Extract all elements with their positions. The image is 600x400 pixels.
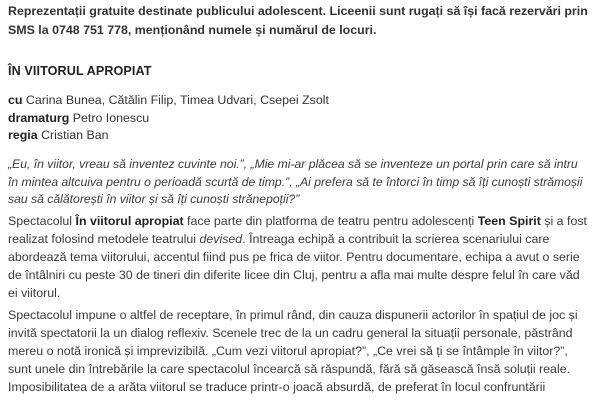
direction-name: Cristian Ban bbox=[41, 128, 109, 142]
text-segment: și a fost realizat folosind metodele teatrului bbox=[8, 214, 587, 246]
description-paragraph-2: Spectacolul impune o altfel de receptare, în primul rând, din cauza dispunerii actorilor în spațiul de joc și invită spectatorii la un dialog reflexiv. Scenele trec de la un cadru general la situații personale, păstrând mereu o notă ironică și imprevizibilă. „Cum vezi viitorul apropiat?”, „Ce vrei să ți se întâmple în viitor?”, sunt unele din întrebările la care spectacolul încearcă să răspundă, fără să găsească însă soluții reale. Imposibilitatea de a arăta viitorul se traduce printr-o joacă absurdă, de preferat în locul confruntării bbox=[8, 308, 578, 394]
text-segment: . Întreaga echipă a contribuit la scrierea scenariului care abordează tema viitorului, accentul fiind pus pe frica de viitor. Pentru documentare, echipa a avut o serie de întâlniri cu peste 30 de tineri din diferite licee din Cluj, pentru a afla mai multe despre felul în care văd ei viitorul. bbox=[8, 232, 580, 300]
cast-line bbox=[8, 92, 588, 110]
dramaturgy-name: Petro Ionescu bbox=[72, 110, 150, 125]
cast-label: cu bbox=[8, 93, 23, 107]
text-segment: face parte din platforma de teatru pentru adolescenți bbox=[183, 214, 478, 228]
dramaturgy-label: dramaturg bbox=[8, 110, 70, 125]
text-segment: Spectacolul bbox=[8, 214, 76, 228]
show-title-heading: ÎN VIITORUL APROPIAT bbox=[8, 64, 152, 78]
credits-block bbox=[8, 92, 588, 145]
dramaturgy-line bbox=[8, 110, 588, 128]
direction-label: regia bbox=[8, 128, 38, 142]
show-name-bold: În viitorul apropiat bbox=[75, 214, 184, 228]
devised-italic: devised bbox=[199, 232, 243, 246]
description-paragraph-1 bbox=[8, 212, 592, 302]
platform-name-bold: Teen Spirit bbox=[477, 214, 541, 228]
direction-line bbox=[8, 127, 588, 145]
quotes-paragraph: „Eu, în viitor, vreau să inventez cuvinte noi.”, „Mie mi-ar plăcea să se inventeze un portal prin care să intru în mintea altcuiva pentru o perioadă scurtă de timp.”, „Ai prefera să te întorci în timp să îți cunoști strămoșii sau să călătorești în viitor și să îți cunoști strănepoții?” bbox=[8, 157, 583, 206]
intro-paragraph: Reprezentații gratuite destinate publicului adolescent. Liceenii sunt rugați să își facă rezervări prin SMS la 0748 751 778, menționând numele și numărul de locuri. bbox=[8, 4, 588, 37]
cast-names: Carina Bunea, Cătălin Filip, Timea Udvari, Csepei Zsolt bbox=[25, 93, 329, 107]
